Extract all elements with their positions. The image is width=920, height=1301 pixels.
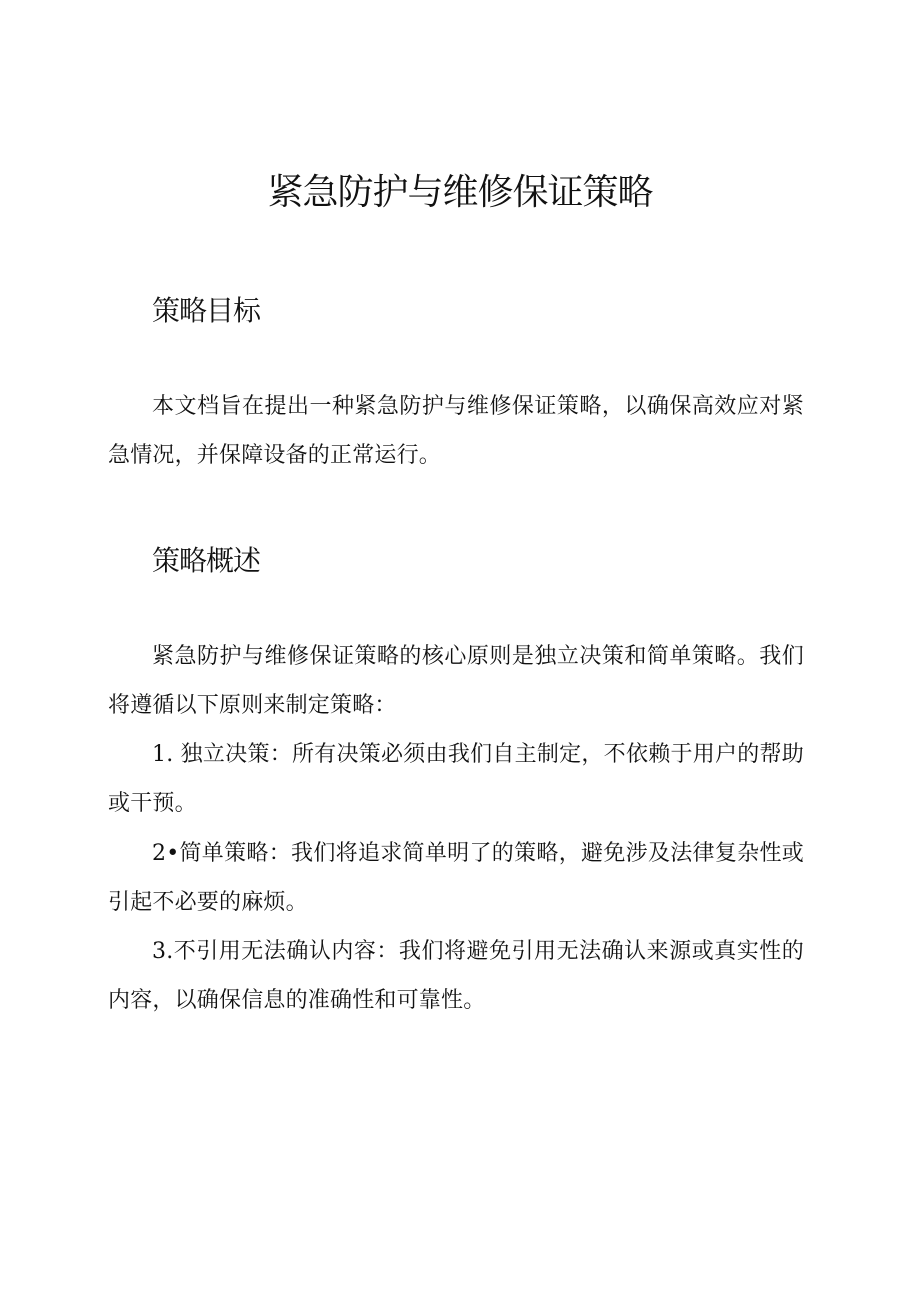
document-title: 紧急防护与维修保证策略 xyxy=(267,172,653,213)
section-heading-overview: 策略概述 xyxy=(152,544,261,577)
goals-paragraph: 本文档旨在提出一种紧急防护与维修保证策略，以确保高效应对紧急情况，并保障设备的正常运行。 xyxy=(108,394,804,468)
principle-item-2: 2•简单策略：我们将追求简单明了的策略，避免涉及法律复杂性或引起不必要的麻烦。 xyxy=(108,841,804,915)
principle-item-3: 3.不引用无法确认内容：我们将避免引用无法确认来源或真实性的内容，以确保信息的准确性和可靠性。 xyxy=(108,939,804,1013)
overview-paragraph: 紧急防护与维修保证策略的核心原则是独立决策和简单策略。我们将遵循以下原则来制定策略： xyxy=(108,644,804,718)
principle-item-1: 1. 独立决策：所有决策必须由我们自主制定，不依赖于用户的帮助或干预。 xyxy=(108,742,804,816)
section-heading-goals: 策略目标 xyxy=(152,294,261,327)
